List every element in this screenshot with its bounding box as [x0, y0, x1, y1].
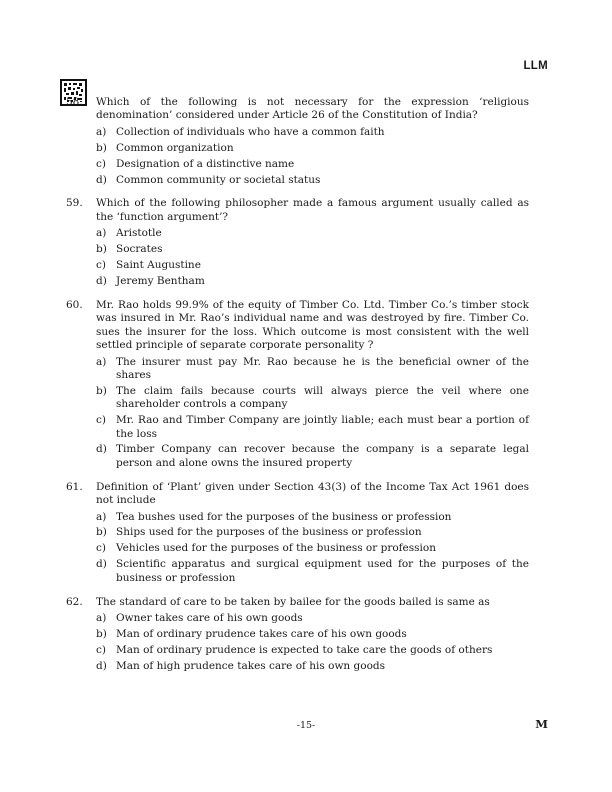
option-text: Common community or societal status [116, 173, 321, 186]
option-text: Common organization [116, 141, 234, 154]
option-text: Jeremy Bentham [116, 274, 205, 287]
option-letter: d) [96, 558, 107, 571]
option-letter: c) [96, 157, 106, 170]
option-b [96, 526, 529, 539]
option-letter: b) [96, 384, 107, 397]
option-text: Timber Company can recover because the company is a separate legal person and alone owns the insured property [116, 443, 529, 469]
option-letter: c) [96, 414, 106, 427]
question-list [60, 96, 529, 684]
option-letter: b) [96, 243, 107, 256]
option-text: Socrates [116, 243, 163, 256]
option-text: Man of ordinary prudence is expected to take care the goods of others [116, 643, 493, 656]
page-number: -15- [296, 720, 316, 731]
paper-code: LLM [523, 60, 548, 72]
option-letter: a) [96, 612, 107, 624]
option-text: Saint Augustine [116, 259, 201, 272]
option-a [96, 126, 529, 139]
option-b [96, 142, 529, 155]
option-text: Man of high prudence takes care of his own goods [116, 659, 386, 672]
option-c [96, 644, 529, 657]
question-text: Which of the following philosopher made a famous argument usually called as the ‘function argument’? [96, 197, 529, 223]
option-letter: b) [96, 627, 107, 640]
option-text: Man of ordinary prudence takes care of his own goods [116, 627, 407, 640]
qr-code-icon [60, 60, 87, 87]
question-58 [60, 96, 529, 187]
option-b [96, 243, 529, 256]
option-letter: a) [96, 510, 107, 523]
option-text: Tea bushes used for the purposes of the business or profession [116, 510, 452, 523]
question-number: 58. [66, 96, 83, 108]
option-letter: a) [96, 355, 107, 368]
question-62 [60, 596, 529, 674]
question-number: 61. [66, 480, 83, 493]
option-a [96, 511, 529, 524]
option-text: Scientific apparatus and surgical equipment used for the purposes of the business or profession [116, 558, 529, 584]
question-number: 62. [66, 595, 83, 608]
question-text: Definition of ‘Plant’ given under Section 43(3) of the Income Tax Act 1961 does not include [96, 480, 529, 507]
option-letter: d) [96, 443, 107, 456]
option-letter: d) [96, 659, 107, 672]
option-text: Mr. Rao and Timber Company are jointly liable; each must bear a portion of the loss [116, 414, 529, 440]
option-d [96, 660, 529, 673]
option-a [96, 612, 529, 625]
option-letter: b) [96, 141, 107, 154]
option-letter: d) [96, 274, 107, 287]
option-letter: c) [96, 643, 106, 656]
option-letter: c) [96, 259, 106, 272]
question-59 [60, 197, 529, 288]
option-b [96, 385, 529, 412]
option-d [96, 275, 529, 288]
option-text: Collection of individuals who have a common faith [116, 125, 385, 138]
option-letter: c) [96, 542, 106, 555]
option-d [96, 558, 529, 585]
option-c [96, 259, 529, 272]
option-letter: d) [96, 173, 107, 186]
set-code: M [535, 717, 548, 731]
option-letter: b) [96, 526, 107, 539]
option-b [96, 628, 529, 641]
option-c [96, 414, 529, 441]
option-a [96, 356, 529, 383]
question-number: 59. [66, 197, 83, 210]
question-text: The standard of care to be taken by bailee for the goods bailed is same as [96, 595, 490, 608]
question-61 [60, 481, 529, 585]
question-text: Mr. Rao holds 99.9% of the equity of Timber Co. Ltd. Timber Co.’s timber stock was insured in Mr. Rao’s individual name and was destroyed by fire. Timber Co. sues the insurer for the loss. Which outcome is most consistent with the well settled principle of separate corporate personality ? [96, 298, 529, 352]
option-c [96, 158, 529, 171]
option-text: Aristotle [116, 227, 162, 240]
question-60 [60, 299, 529, 470]
option-text: Designation of a distinctive name [116, 157, 295, 170]
option-a [96, 227, 529, 240]
option-letter: a) [96, 125, 107, 138]
option-c [96, 542, 529, 555]
question-text: Which of the following is not necessary for the expression ‘religious denomination’ considered under Article 26 of the Constitution of India? [96, 96, 529, 122]
option-text: The insurer must pay Mr. Rao because he is the beneficial owner of the shares [116, 355, 529, 381]
option-d [96, 443, 529, 470]
option-letter: a) [96, 227, 107, 240]
option-text: Vehicles used for the purposes of the business or profession [116, 542, 436, 555]
option-text: Ships used for the purposes of the business or profession [116, 526, 422, 539]
option-text: Owner takes care of his own goods [116, 612, 303, 624]
option-text: The claim fails because courts will always pierce the veil where one shareholder controls a company [116, 384, 529, 411]
question-number: 60. [66, 298, 83, 311]
option-d [96, 174, 529, 187]
